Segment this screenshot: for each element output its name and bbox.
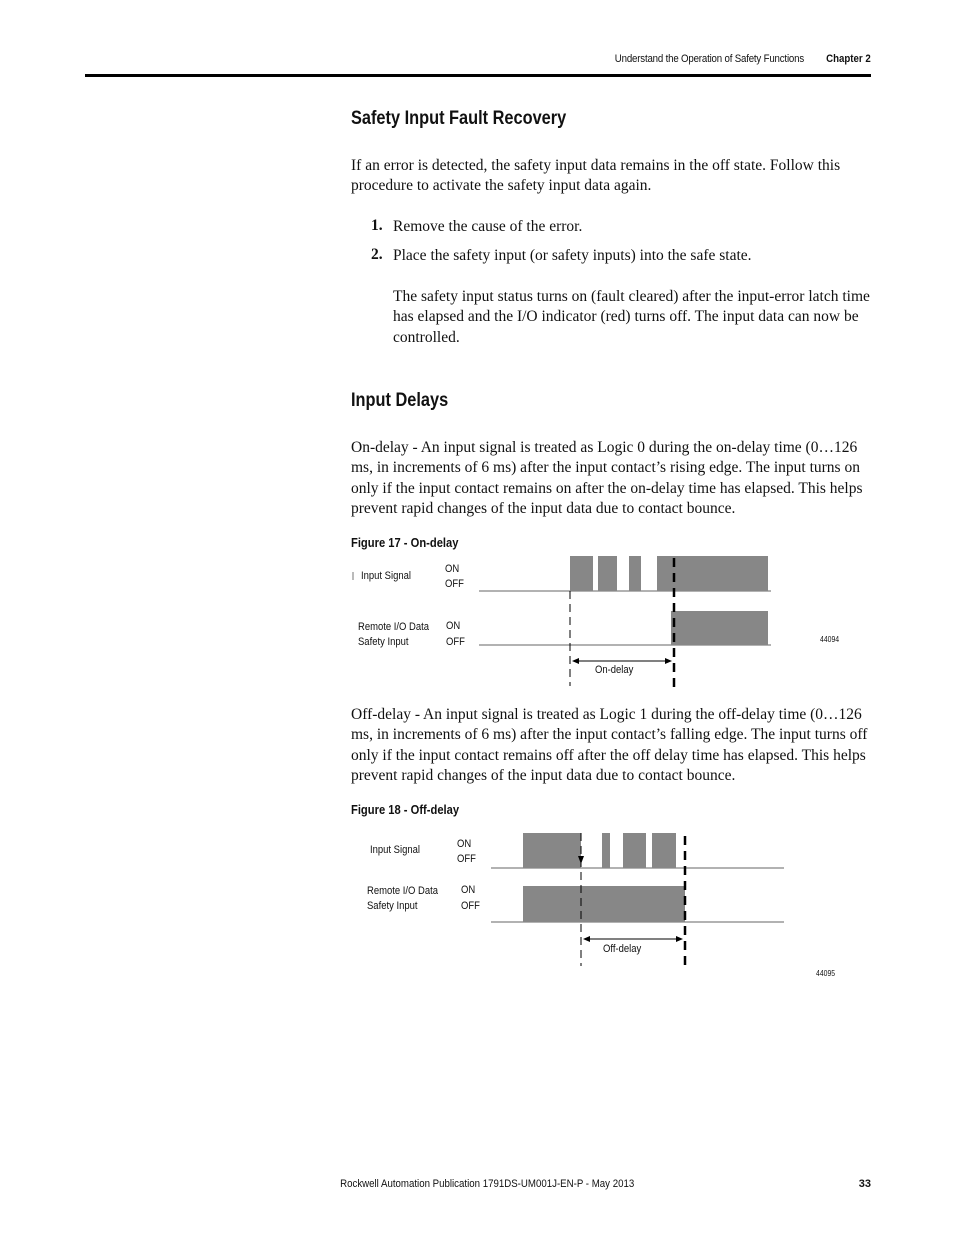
step-number: 2. <box>371 246 383 263</box>
remote-io-label: Remote I/O Data <box>358 621 429 633</box>
safety-input-label: Safety Input <box>367 900 418 912</box>
safety-input-label: Safety Input <box>358 636 409 648</box>
on-delay-label: On-delay <box>595 664 634 676</box>
off-delay-paragraph: Off-delay - An input signal is treated as Logic 1 during the off-delay time (0…126 ms, in increments of 6 ms) after the input contact’s falling edge. The input turns off only if the input contact remains off after the off delay time has elapsed. This helps prevent rapid changes of the input data due to contact bounce. <box>351 706 868 784</box>
publication-footer: Rockwell Automation Publication 1791DS-UM001J-EN-P - May 2013 <box>339 1178 634 1190</box>
figure-18-caption: Figure 18 - Off-delay <box>351 802 460 817</box>
section-title-input-delays: Input Delays <box>351 390 449 411</box>
off-label: OFF <box>445 578 464 590</box>
fault-recovery-intro: If an error is detected, the safety input data remains in the off state. Follow this procedure to activate the safety input data again. <box>351 157 841 195</box>
step-note: The safety input status turns on (fault cleared) after the input-error latch time has elapsed and the I/O indicator (red) turns off. The input data can now be controlled. <box>393 288 870 346</box>
off-label: OFF <box>457 853 476 865</box>
input-pulse <box>570 556 593 591</box>
off-label: OFF <box>446 636 465 648</box>
input-pulse <box>652 833 676 868</box>
input-pulse <box>623 833 646 868</box>
on-label: ON <box>457 838 472 850</box>
input-pulse <box>602 833 610 868</box>
off-label: OFF <box>461 900 480 912</box>
running-header: Understand the Operation of Safety Functions <box>614 53 804 65</box>
step-number: 1. <box>371 217 383 234</box>
figure-id: 44095 <box>816 969 836 978</box>
input-pulse <box>629 556 641 591</box>
on-label: ON <box>446 620 461 632</box>
chapter-label: Chapter 2 <box>826 53 871 65</box>
input-signal-label: Input Signal <box>361 570 411 582</box>
figure-17-caption: Figure 17 - On-delay <box>351 535 459 550</box>
on-label: ON <box>461 884 476 896</box>
on-label: ON <box>445 563 460 575</box>
remote-io-label: Remote I/O Data <box>367 885 438 897</box>
step-text: Remove the cause of the error. <box>393 218 583 235</box>
section-title-fault-recovery: Safety Input Fault Recovery <box>351 108 567 129</box>
input-pulse <box>598 556 617 591</box>
figure-id: 44094 <box>820 635 840 644</box>
off-delay-label: Off-delay <box>603 943 642 955</box>
input-pulse <box>523 833 581 868</box>
header-rule <box>85 74 871 77</box>
on-delay-paragraph: On-delay - An input signal is treated as Logic 0 during the on-delay time (0…126 ms, in increments of 6 ms) after the input contact’s rising edge. The input turns on only if the input contact remains on after the on-delay time has elapsed. This helps prevent rapid changes of the input data due to contact bounce. <box>351 439 863 517</box>
step-text: Place the safety input (or safety inputs) into the safe state. <box>393 247 752 264</box>
output-pulse <box>523 886 685 922</box>
page-number: 33 <box>858 1178 871 1190</box>
input-pulse <box>657 556 768 591</box>
output-pulse <box>671 611 768 645</box>
input-signal-label: Input Signal <box>370 844 420 856</box>
